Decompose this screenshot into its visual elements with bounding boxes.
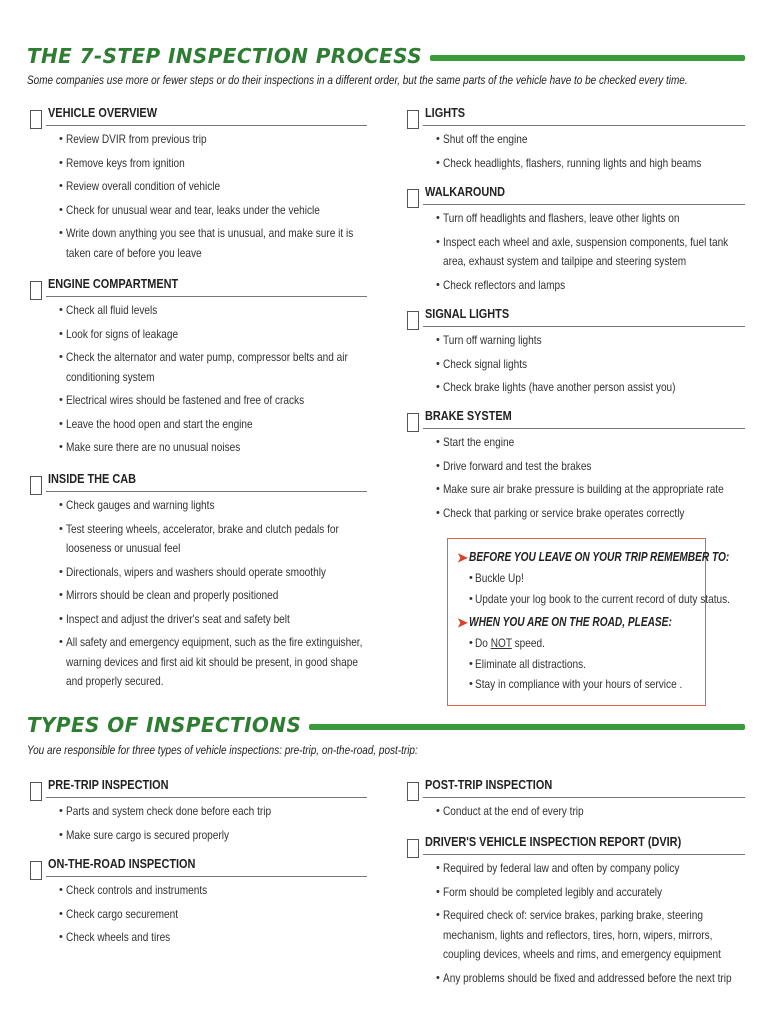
list-item-text: • Check cargo securement [66, 906, 179, 921]
list-item-text: • Check reflectors and lamps [443, 277, 566, 292]
block-lights [407, 102, 745, 177]
not-text: NOT [490, 636, 512, 650]
list-item [407, 859, 745, 879]
list-item [407, 355, 745, 375]
list-item [30, 348, 367, 387]
list-item-text: • Conduct at the end of every trip [443, 804, 584, 818]
list-item [407, 883, 745, 903]
post-trip-list [407, 802, 745, 822]
list-item [407, 209, 745, 229]
list-item [407, 480, 745, 500]
walkaround-title: WALKAROUND [425, 184, 506, 199]
pre-trip-title: PRE-TRIP INSPECTION [48, 777, 169, 792]
list-item-text: • All safety and emergency equipment, such as the fire extinguisher, warning devices and first aid kit should be present, in good shape and properly secured. [66, 635, 363, 688]
reminder-box [447, 538, 730, 706]
types-header [27, 712, 745, 738]
before-trip-title: BEFORE YOU LEAVE ON YOUR TRIP REMEMBER TO: [469, 549, 730, 564]
list-item-text: Buckle Up! [475, 571, 524, 585]
pre-trip-checkbox[interactable] [30, 782, 42, 801]
list-item-text: • Write down anything you see that is unusual, and make sure it is taken care of before you leave [66, 226, 354, 260]
list-item-text: • Make sure cargo is secured properly [66, 827, 230, 842]
list-item [30, 520, 367, 559]
list-item [30, 201, 367, 221]
block-pre-trip-header [30, 774, 367, 798]
list-item [407, 802, 745, 822]
list-item-text: • Make sure there are no unusual noises [66, 440, 241, 454]
pre-trip-list [30, 802, 367, 845]
block-dvir-header [407, 831, 745, 855]
list-item [30, 391, 367, 411]
list-item-text: Stay in compliance with your hours of service . [475, 677, 683, 691]
list-item [407, 154, 745, 174]
list-item-text: • Check gauges and warning lights [66, 498, 215, 512]
list-item-text: • Shut off the engine [443, 132, 528, 146]
list-item [448, 568, 705, 589]
inside-cab-checkbox[interactable] [30, 476, 42, 495]
on-road-list [448, 633, 705, 695]
list-item [30, 802, 367, 822]
list-item-text [475, 633, 545, 654]
list-item [30, 563, 367, 583]
block-lights-header [407, 102, 745, 126]
list-item [407, 233, 745, 272]
before-trip-header [448, 548, 730, 568]
list-item [407, 457, 745, 477]
list-item [30, 633, 367, 692]
list-item-text: • Required by federal law and often by company policy [443, 861, 680, 875]
list-item-text: • Check all fluid levels [66, 303, 158, 317]
list-item [30, 325, 367, 345]
list-item-text: • Start the engine [443, 435, 515, 449]
list-item-text: • Review DVIR from previous trip [66, 132, 207, 146]
list-item-text: • Directionals, wipers and washers should operate smoothly [66, 564, 326, 579]
list-item-text: • Review overall condition of vehicle [66, 179, 221, 193]
on-road-title: WHEN YOU ARE ON THE ROAD, PLEASE: [469, 614, 672, 629]
list-item-text: • Check brake lights (have another person assist you) [443, 380, 676, 394]
block-engine-compartment-header [30, 273, 367, 297]
walkaround-checkbox[interactable] [407, 189, 419, 208]
dvir-title: DRIVER'S VEHICLE INSPECTION REPORT (DVIR) [425, 834, 682, 849]
block-brake-system [407, 405, 745, 527]
list-item [30, 224, 367, 263]
header-underline [423, 125, 745, 126]
list-item-text: • Check for unusual wear and tear, leaks under the vehicle [66, 202, 320, 217]
inside-cab-list [30, 496, 367, 692]
types-subtitle: You are responsible for three types of vehicle inspections: pre-trip, on-the-road, post-trip: [27, 744, 418, 757]
list-item-text: • Check that parking or service brake operates correctly [443, 505, 685, 520]
list-item-text: • Form should be completed legibly and accurately [443, 884, 663, 899]
header-underline [46, 797, 367, 798]
list-item [448, 654, 705, 675]
header-underline [46, 876, 367, 877]
engine-compartment-title: ENGINE COMPARTMENT [48, 276, 179, 291]
on-road-inspection-list [30, 881, 367, 948]
types-title: TYPES OF INSPECTIONS [27, 713, 302, 737]
vehicle-overview-checkbox[interactable] [30, 110, 42, 129]
block-vehicle-overview-header [30, 102, 367, 126]
header-underline [46, 491, 367, 492]
process-title-rule [430, 55, 745, 61]
block-post-trip-header [407, 774, 745, 798]
list-item-text: • Leave the hood open and start the engine [66, 416, 253, 431]
block-vehicle-overview [30, 102, 367, 267]
on-road-checkbox[interactable] [30, 861, 42, 880]
block-dvir [407, 831, 745, 992]
block-inside-cab [30, 468, 367, 696]
header-underline [423, 428, 745, 429]
list-item [407, 331, 745, 351]
header-underline [46, 296, 367, 297]
block-pre-trip [30, 774, 367, 849]
list-item [30, 826, 367, 846]
on-road-header [448, 613, 705, 633]
types-title-rule [309, 724, 745, 730]
inside-cab-title: INSIDE THE CAB [48, 471, 136, 486]
list-item-text: • Mirrors should be clean and properly positioned [66, 588, 279, 602]
list-item-text: • Test steering wheels, accelerator, brake and clutch pedals for looseness or unusual feel [66, 521, 339, 555]
header-underline [423, 797, 745, 798]
chevron-right-icon: ➤ [457, 615, 468, 630]
block-engine-compartment [30, 273, 367, 462]
list-item [30, 928, 367, 948]
lights-checkbox[interactable] [407, 110, 419, 129]
signal-lights-list [407, 331, 745, 398]
on-road-inspection-title: ON-THE-ROAD INSPECTION [48, 856, 196, 871]
list-item-text: • Check the alternator and water pump, compressor belts and air conditioning system [66, 350, 348, 384]
walkaround-list [407, 209, 745, 295]
list-item-text: • Inspect and adjust the driver's seat and safety belt [66, 611, 290, 626]
list-item-text: • Inspect each wheel and axle, suspension components, fuel tank area, exhaust system and tailpipe and steering system [443, 234, 729, 268]
list-item [407, 906, 745, 965]
list-item [407, 276, 745, 296]
engine-compartment-checkbox[interactable] [30, 281, 42, 300]
list-item-text: • Look for signs of leakage [66, 326, 179, 341]
post-trip-checkbox[interactable] [407, 782, 419, 801]
do-text: Do [475, 636, 491, 650]
list-item [407, 969, 745, 989]
list-item-text: • Check controls and instruments [66, 883, 208, 897]
list-item-text: • Check headlights, flashers, running lights and high beams [443, 155, 702, 170]
list-item [407, 433, 745, 453]
list-item-text: • Required check of: service brakes, parking brake, steering mechanism, lights and reflectors, tires, horn, wipers, mirrors, coupling devices, wheels and rims, and emergency equipment [443, 908, 721, 961]
chevron-right-icon: ➤ [457, 550, 468, 565]
speed-text: speed. [511, 636, 545, 650]
vehicle-overview-title: VEHICLE OVERVIEW [48, 105, 158, 120]
block-signal-lights-header [407, 303, 745, 327]
list-item [30, 610, 367, 630]
brake-system-list [407, 433, 745, 523]
block-walkaround [407, 181, 745, 299]
list-item-text: • Make sure air brake pressure is building at the appropriate rate [443, 482, 724, 496]
list-item [30, 415, 367, 435]
list-item [407, 130, 745, 150]
header-underline [423, 854, 745, 855]
signal-lights-checkbox[interactable] [407, 311, 419, 330]
block-walkaround-header [407, 181, 745, 205]
list-item [448, 674, 705, 695]
brake-system-title: BRAKE SYSTEM [425, 408, 512, 423]
list-item-text: • Check signal lights [443, 356, 528, 371]
list-item [30, 881, 367, 901]
list-item [448, 589, 730, 610]
process-subtitle: Some companies use more or fewer steps or do their inspections in a different order, but the same parts of the vehicle have to be checked every time. [27, 74, 688, 87]
list-item [30, 905, 367, 925]
list-item-text: • Parts and system check done before each trip [66, 804, 272, 818]
brake-system-checkbox[interactable] [407, 413, 419, 432]
process-title: THE 7-STEP INSPECTION PROCESS [27, 44, 423, 68]
list-item [30, 586, 367, 606]
list-item [30, 177, 367, 197]
list-item-text: • Turn off headlights and flashers, leave other lights on [443, 211, 680, 225]
signal-lights-title: SIGNAL LIGHTS [425, 306, 510, 321]
lights-list [407, 130, 745, 173]
list-item-text: Update your log book to the current record of duty status. [475, 591, 730, 606]
list-item [30, 438, 367, 458]
list-item-text: • Check wheels and tires [66, 930, 171, 944]
block-post-trip [407, 774, 745, 826]
dvir-checkbox[interactable] [407, 839, 419, 858]
list-item [448, 633, 705, 654]
block-on-road-header [30, 853, 367, 877]
list-item-text: • Drive forward and test the brakes [443, 458, 592, 473]
list-item-text: • Turn off warning lights [443, 333, 542, 347]
list-item [30, 130, 367, 150]
post-trip-title: POST-TRIP INSPECTION [425, 777, 553, 792]
list-item-text: • Electrical wires should be fastened and free of cracks [66, 393, 305, 407]
lights-title: LIGHTS [425, 105, 466, 120]
block-on-road [30, 853, 367, 952]
list-item [30, 154, 367, 174]
list-item-text: • Remove keys from ignition [66, 155, 185, 170]
list-item-text: Eliminate all distractions. [475, 656, 586, 671]
before-trip-list [448, 568, 730, 609]
list-item [407, 378, 745, 398]
process-header [27, 43, 745, 69]
list-item [30, 496, 367, 516]
list-item [407, 504, 745, 524]
list-item-text: • Any problems should be fixed and addressed before the next trip [443, 970, 732, 985]
engine-compartment-list [30, 301, 367, 458]
block-inside-cab-header [30, 468, 367, 492]
block-signal-lights [407, 303, 745, 402]
header-underline [46, 125, 367, 126]
dvir-list [407, 859, 745, 988]
list-item [30, 301, 367, 321]
vehicle-overview-list [30, 130, 367, 263]
block-brake-system-header [407, 405, 745, 429]
header-underline [423, 326, 745, 327]
header-underline [423, 204, 745, 205]
